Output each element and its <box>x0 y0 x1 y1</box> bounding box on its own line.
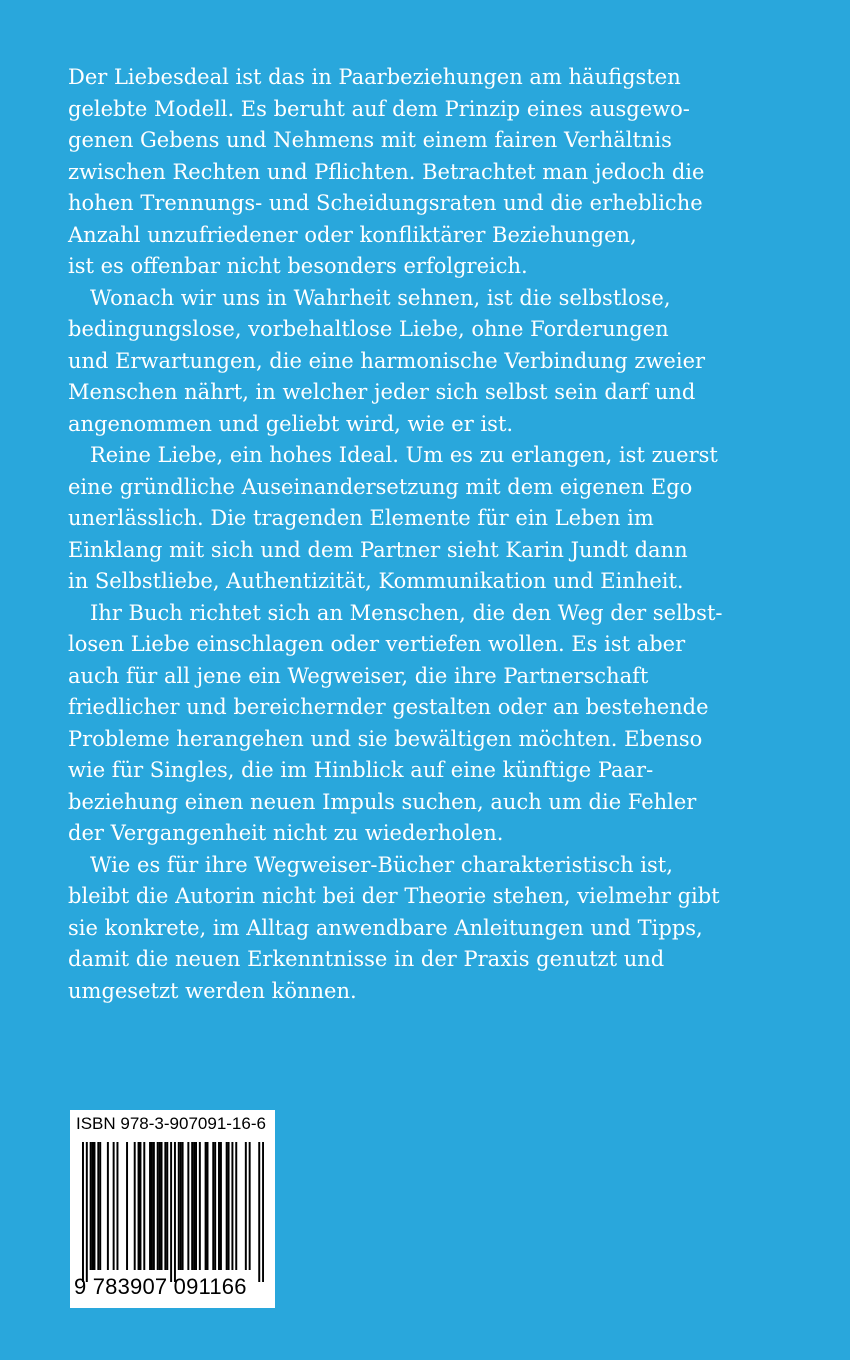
blurb-line: der Vergangenheit nicht zu wiederholen. <box>68 821 504 845</box>
barcode-bar <box>249 1142 251 1270</box>
barcode-bar <box>262 1142 264 1282</box>
barcode-bar <box>143 1142 145 1270</box>
barcode-bar <box>178 1142 180 1270</box>
blurb-line: bedingungslose, vorbehaltlose Liebe, ohne Forderungen <box>68 317 669 341</box>
barcode-bar <box>205 1142 207 1270</box>
barcode-bar <box>161 1142 163 1270</box>
blurb-line: losen Liebe einschlagen oder vertiefen wollen. Es ist aber <box>68 632 686 656</box>
blurb-line: Der Liebesdeal ist das in Paarbeziehungen am häufigsten <box>68 65 681 89</box>
barcode-bar <box>195 1142 197 1270</box>
barcode-bar <box>191 1142 193 1270</box>
barcode-bar <box>228 1142 230 1270</box>
barcode-bar <box>93 1142 95 1270</box>
blurb-line: Anzahl unzufriedener oder konfliktärer Beziehungen, <box>68 222 637 247</box>
barcode-digits: 9 783907 091166 <box>74 1274 247 1299</box>
blurb-line: ist es offenbar nicht besonders erfolgreich. <box>68 254 528 278</box>
blurb-line: Probleme herangehen und sie bewältigen möchten. Ebenso <box>68 726 703 751</box>
barcode-bar <box>226 1142 228 1270</box>
barcode-bar <box>149 1142 151 1270</box>
blurb-line: und Erwartungen, die eine harmonische Verbindung zweier <box>68 348 706 373</box>
barcode-bar <box>138 1142 140 1270</box>
blurb-line: unerlässlich. Die tragenden Elemente für ein Leben im <box>68 506 654 530</box>
blurb-line: in Selbstliebe, Authentizität, Kommunikation und Einheit. <box>68 569 684 593</box>
barcode-bar <box>139 1142 141 1270</box>
blurb-line: auch für all jene ein Wegweiser, die ihre Partnerschaft <box>68 663 649 688</box>
blurb-line: Wie es für ihre Wegweiser-Bücher charakteristisch ist, <box>90 852 673 877</box>
blurb-line: bleibt die Autorin nicht bei der Theorie stehen, vielmehr gibt <box>68 884 720 908</box>
barcode-graphic <box>82 1142 264 1282</box>
barcode-bar <box>170 1142 172 1282</box>
barcode-bar <box>235 1142 237 1270</box>
barcode-bar <box>180 1142 182 1270</box>
blurb-paragraph-3 <box>68 440 788 598</box>
barcode-bar <box>231 1142 233 1270</box>
blurb-paragraph-1 <box>68 62 788 283</box>
barcode-bar <box>212 1142 214 1270</box>
barcode-bar <box>218 1142 220 1270</box>
blurb-line: wie für Singles, die im Hinblick auf eine künftige Paar- <box>68 758 654 782</box>
blurb-line: gelebte Modell. Es beruht auf dem Prinzip eines ausgewo- <box>68 96 690 121</box>
barcode-bar <box>86 1142 88 1282</box>
blurb-line: genen Gebens und Nehmens mit einem fairen Verhältnis <box>68 128 672 152</box>
barcode-bar <box>113 1142 115 1270</box>
blurb-line: Menschen nährt, in welcher jeder sich selbst sein darf und <box>68 380 696 404</box>
barcode-bar <box>166 1142 168 1270</box>
barcode-bar <box>207 1142 209 1270</box>
blurb-paragraph-5 <box>68 850 788 1008</box>
blurb-line: eine gründliche Auseinandersetzung mit dem eigenen Ego <box>68 474 693 499</box>
barcode-bar <box>134 1142 136 1270</box>
blurb-line: Ihr Buch richtet sich an Menschen, die den Weg der selbst- <box>90 600 723 625</box>
blurb-line: friedlicher und bereichernder gestalten oder an bestehende <box>68 695 709 719</box>
blurb-line: beziehung einen neuen Impuls suchen, auch um die Fehler <box>68 789 697 814</box>
barcode-bar <box>159 1142 161 1270</box>
barcode-bar <box>193 1142 195 1270</box>
blurb-paragraph-2 <box>68 283 788 441</box>
blurb-line: sie konkrete, im Alltag anwendbare Anleitungen und Tipps, <box>68 915 703 940</box>
blurb-line: angenommen und geliebt wird, wie er ist. <box>68 411 514 436</box>
blurb-text <box>68 62 788 1007</box>
blurb-line: hohen Trennungs- und Scheidungsraten und die erhebliche <box>68 191 703 215</box>
barcode-bar <box>174 1142 176 1282</box>
barcode-bar <box>126 1142 128 1270</box>
blurb-line: Einklang mit sich und dem Partner sieht Karin Jundt dann <box>68 537 688 562</box>
isbn-barcode-box <box>70 1110 275 1308</box>
barcode-bar <box>107 1142 109 1270</box>
barcode-bar <box>220 1142 222 1270</box>
blurb-paragraph-4 <box>68 598 788 850</box>
barcode-bar <box>182 1142 184 1270</box>
barcode-bar <box>92 1142 94 1270</box>
barcode-bar <box>164 1142 166 1270</box>
barcode-bar <box>245 1142 247 1270</box>
barcode-bar <box>82 1142 84 1282</box>
blurb-line: damit die neuen Erkenntnisse in der Praxis genutzt und <box>68 947 665 971</box>
blurb-line: umgesetzt werden können. <box>68 978 357 1003</box>
barcode-bar <box>258 1142 260 1282</box>
blurb-line: Wonach wir uns in Wahrheit sehnen, ist die selbstlose, <box>90 285 671 310</box>
barcode-bar <box>90 1142 92 1270</box>
barcode-bar <box>199 1142 201 1270</box>
isbn-label: ISBN 978-3-907091-16-6 <box>76 1114 266 1133</box>
blurb-line: zwischen Rechten und Pflichten. Betrachtet man jedoch die <box>68 159 705 184</box>
barcode-bar <box>157 1142 159 1270</box>
barcode-bar <box>214 1142 216 1270</box>
barcode-bar <box>97 1142 99 1270</box>
barcode-bar <box>99 1142 101 1270</box>
barcode-bar <box>153 1142 155 1270</box>
blurb-line: Reine Liebe, ein hohes Ideal. Um es zu erlangen, ist zuerst <box>90 443 718 467</box>
barcode-bar <box>187 1142 189 1270</box>
barcode-bar <box>116 1142 118 1270</box>
barcode-bar <box>151 1142 153 1270</box>
